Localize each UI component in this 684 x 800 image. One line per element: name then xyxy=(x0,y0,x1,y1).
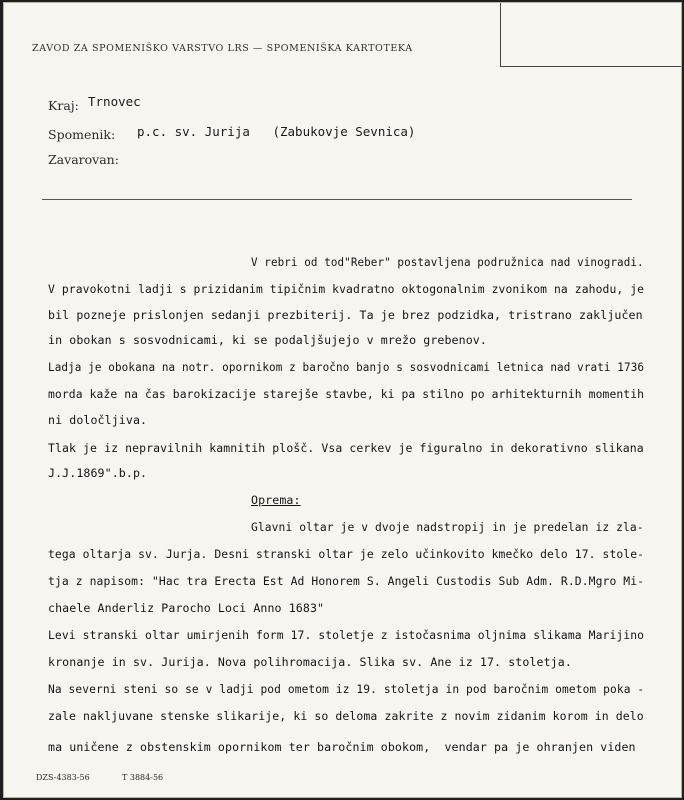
body-line: bil pozneje prislonjen sedanji prezbiterij. Ta je brez podzidka, tristrano zaključen xyxy=(48,308,643,322)
body-line: morda kaže na čas barokizacije starejše stavbe, ki pa stilno po arhitekturnih momentih xyxy=(48,387,645,401)
section-heading-oprema: Oprema: xyxy=(251,493,301,507)
body-line: V rebri od tod"Reber" postavljena podružnica nad vinogradi. xyxy=(251,255,644,269)
body-line: Tlak je iz nepravilnih kamnitih plošč. Vsa cerkev je figuralno in dekorativno slikana xyxy=(48,441,644,455)
body-line: Ladja je obokana na notr. opornikom z baročno banjo s sosvodnicami letnica nad vrati 1736 xyxy=(48,360,645,374)
record-card xyxy=(3,2,682,798)
body-line: ma uničene z obstenskim opornikom ter baročnim obokom, vendar pa je ohranjen viden xyxy=(48,740,636,754)
body-line: in obokan s sosvodnicami, ki se podaljšujejo v mrežo grebenov. xyxy=(48,333,487,347)
body-line: J.J.1869".b.p. xyxy=(48,466,148,480)
body-line: chaele Anderliz Parocho Loci Anno 1683" xyxy=(48,601,325,615)
separator-line xyxy=(42,199,632,200)
institution-header: ZAVOD ZA SPOMENIŠKO VARSTVO LRS — SPOMENIŠKA KARTOTEKA xyxy=(32,43,413,54)
kraj-value: Trnovec xyxy=(88,94,141,109)
body-line: ni določljiva. xyxy=(48,413,148,427)
body-line: kronanje in sv. Jurija. Nova polihromacija. Slika sv. Ane iz 17. stoletja. xyxy=(48,655,572,669)
footer-code-left: DZS-4383-56 xyxy=(36,773,90,782)
spomenik-value: p.c. sv. Jurija (Zabukovje Sevnica) xyxy=(137,124,416,139)
kraj-label: Kraj: xyxy=(48,98,79,113)
body-line: Glavni oltar je v dvoje nadstropij in je predelan iz zla- xyxy=(251,520,644,534)
spomenik-label: Spomenik: xyxy=(48,127,116,142)
body-line: tja z napisom: "Hac tra Erecta Est Ad Honorem S. Angeli Custodis Sub Adm. R.D.Mgro Mi- xyxy=(48,574,645,588)
zavarovan-label: Zavarovan: xyxy=(48,152,119,167)
body-line: Levi stranski oltar umirjenih form 17. stoletje z istočasnima oljnima slikama Marijino xyxy=(48,628,645,642)
body-line: zale nakljuvane stenske slikarije, ki so deloma zakrite z novim zidanim korom in delo xyxy=(48,709,644,723)
body-line: V pravokotni ladji s prizidanim tipičnim kvadratno oktogonalnim zvonikom na zahodu, je xyxy=(48,282,645,296)
body-line: tega oltarja sv. Jurja. Desni stranski oltar je zelo učinkovito kmečko delo 17. stole- xyxy=(48,547,645,561)
body-line: Na severni steni so se v ladji pod ometom iz 19. stoletja in pod baročnim ometom poka - xyxy=(48,682,645,696)
corner-box xyxy=(500,2,682,67)
footer-code-right: T 3884-56 xyxy=(122,773,164,782)
